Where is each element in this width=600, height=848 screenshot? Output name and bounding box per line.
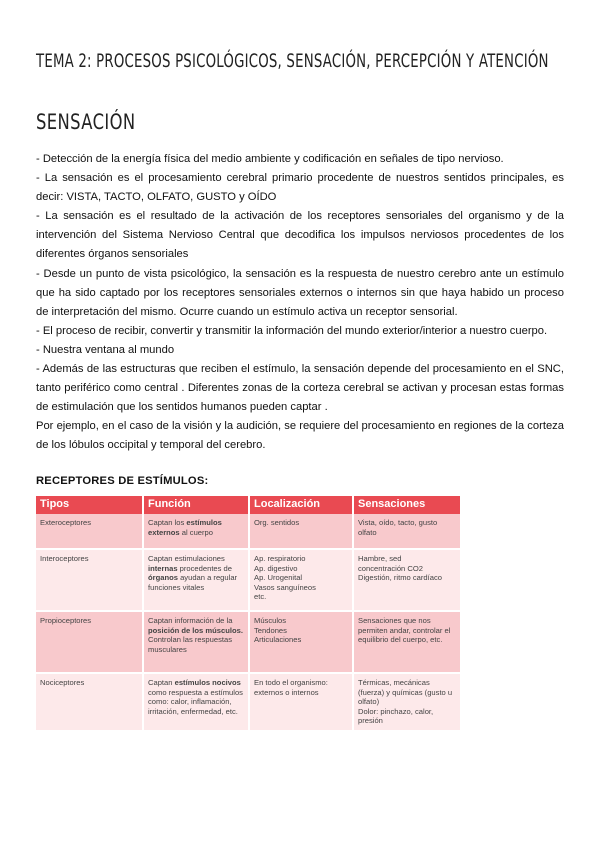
cell-localizacion: Músculos Tendones Articulaciones xyxy=(249,611,353,673)
section-heading: SENSACIÓN xyxy=(36,110,136,134)
paragraph: Por ejemplo, en el caso de la visión y la audición, se requiere del procesamiento en regiones de la corteza de los lóbulos occipital y temporal del cerebro. xyxy=(36,420,564,452)
cell-tipo: Exteroceptores xyxy=(36,514,143,549)
column-header: Sensaciones xyxy=(353,496,461,514)
cell-funcion: Captan los estímulos externos al cuerpo xyxy=(143,514,249,549)
cell-localizacion: Ap. respiratorio Ap. digestivo Ap. Urogenital Vasos sanguíneos etc. xyxy=(249,549,353,611)
table-row xyxy=(36,673,461,731)
paragraph: - Detección de la energía física del medio ambiente y codificación en señales de tipo nervioso. xyxy=(36,153,504,165)
paragraph: - La sensación es el procesamiento cerebral primario procedente de nuestros sentidos principales, es decir: VISTA, TACTO, OLFATO, GUSTO y OÍDO xyxy=(36,172,564,204)
receptors-heading: RECEPTORES DE ESTÍMULOS: xyxy=(36,475,209,487)
paragraph: - El proceso de recibir, convertir y transmitir la información del mundo exterior/interior a nuestro cuerpo. xyxy=(36,324,548,337)
cell-sensaciones: Hambre, sed concentración CO2 Digestión, ritmo cardíaco xyxy=(353,549,461,611)
cell-tipo: Propioceptores xyxy=(36,611,143,673)
page-title: TEMA 2: PROCESOS PSICOLÓGICOS, SENSACIÓN, PERCEPCIÓN Y ATENCIÓN xyxy=(36,50,549,72)
table-row xyxy=(36,611,461,673)
cell-sensaciones: Sensaciones que nos permiten andar, controlar el equilibrio del cuerpo, etc. xyxy=(353,611,461,673)
column-header: Tipos xyxy=(36,496,143,514)
column-header: Localización xyxy=(249,496,353,514)
cell-tipo: Nociceptores xyxy=(36,673,143,731)
cell-funcion: Captan información de la posición de los músculos. Controlan las respuestas musculares xyxy=(143,611,249,673)
body-text xyxy=(36,150,564,456)
cell-localizacion: En todo el organismo: externos o internos xyxy=(249,673,353,731)
paragraph: - Nuestra ventana al mundo xyxy=(36,343,175,356)
cell-funcion: Captan estimulaciones internas procedentes de órganos ayudan a regular funciones vitales xyxy=(143,549,249,611)
paragraph: - Además de las estructuras que reciben el estímulo, la sensación depende del procesamiento en el SNC, tanto periférico como central . Diferentes zonas de la corteza cerebral se activan y procesan estas formas de estimulación que los sentidos humanos pueden captar . xyxy=(36,363,564,414)
cell-localizacion: Org. sentidos xyxy=(249,514,353,549)
paragraph: - Desde un punto de vista psicológico, la sensación es la respuesta de nuestro cerebro ante un estímulo que ha sido captado por los receptores sensoriales externos o internos sin que haya habido un proceso de interpretación del mismo. Ocurre cuando un estímulo activa un receptor sensorial. xyxy=(36,267,564,318)
table-row xyxy=(36,549,461,611)
cell-funcion: Captan estímulos nocivos como respuesta a estímulos como: calor, inflamación, irritación, enfermedad, etc. xyxy=(143,673,249,731)
receptors-table xyxy=(36,496,462,732)
cell-tipo: Interoceptores xyxy=(36,549,143,611)
cell-sensaciones: Térmicas, mecánicas (fuerza) y químicas (gusto u olfato) Dolor: pinchazo, calor, presión xyxy=(353,673,461,731)
paragraph: - La sensación es el resultado de la activación de los receptores sensoriales del organismo y de la intervención del Sistema Nervioso Central que decodifica los impulsos nerviosos procedentes de los diferentes órganos sensoriales xyxy=(36,210,564,261)
table-header-row xyxy=(36,496,461,514)
table-row xyxy=(36,514,461,549)
cell-sensaciones: Vista, oído, tacto, gusto olfato xyxy=(353,514,461,549)
column-header: Función xyxy=(143,496,249,514)
